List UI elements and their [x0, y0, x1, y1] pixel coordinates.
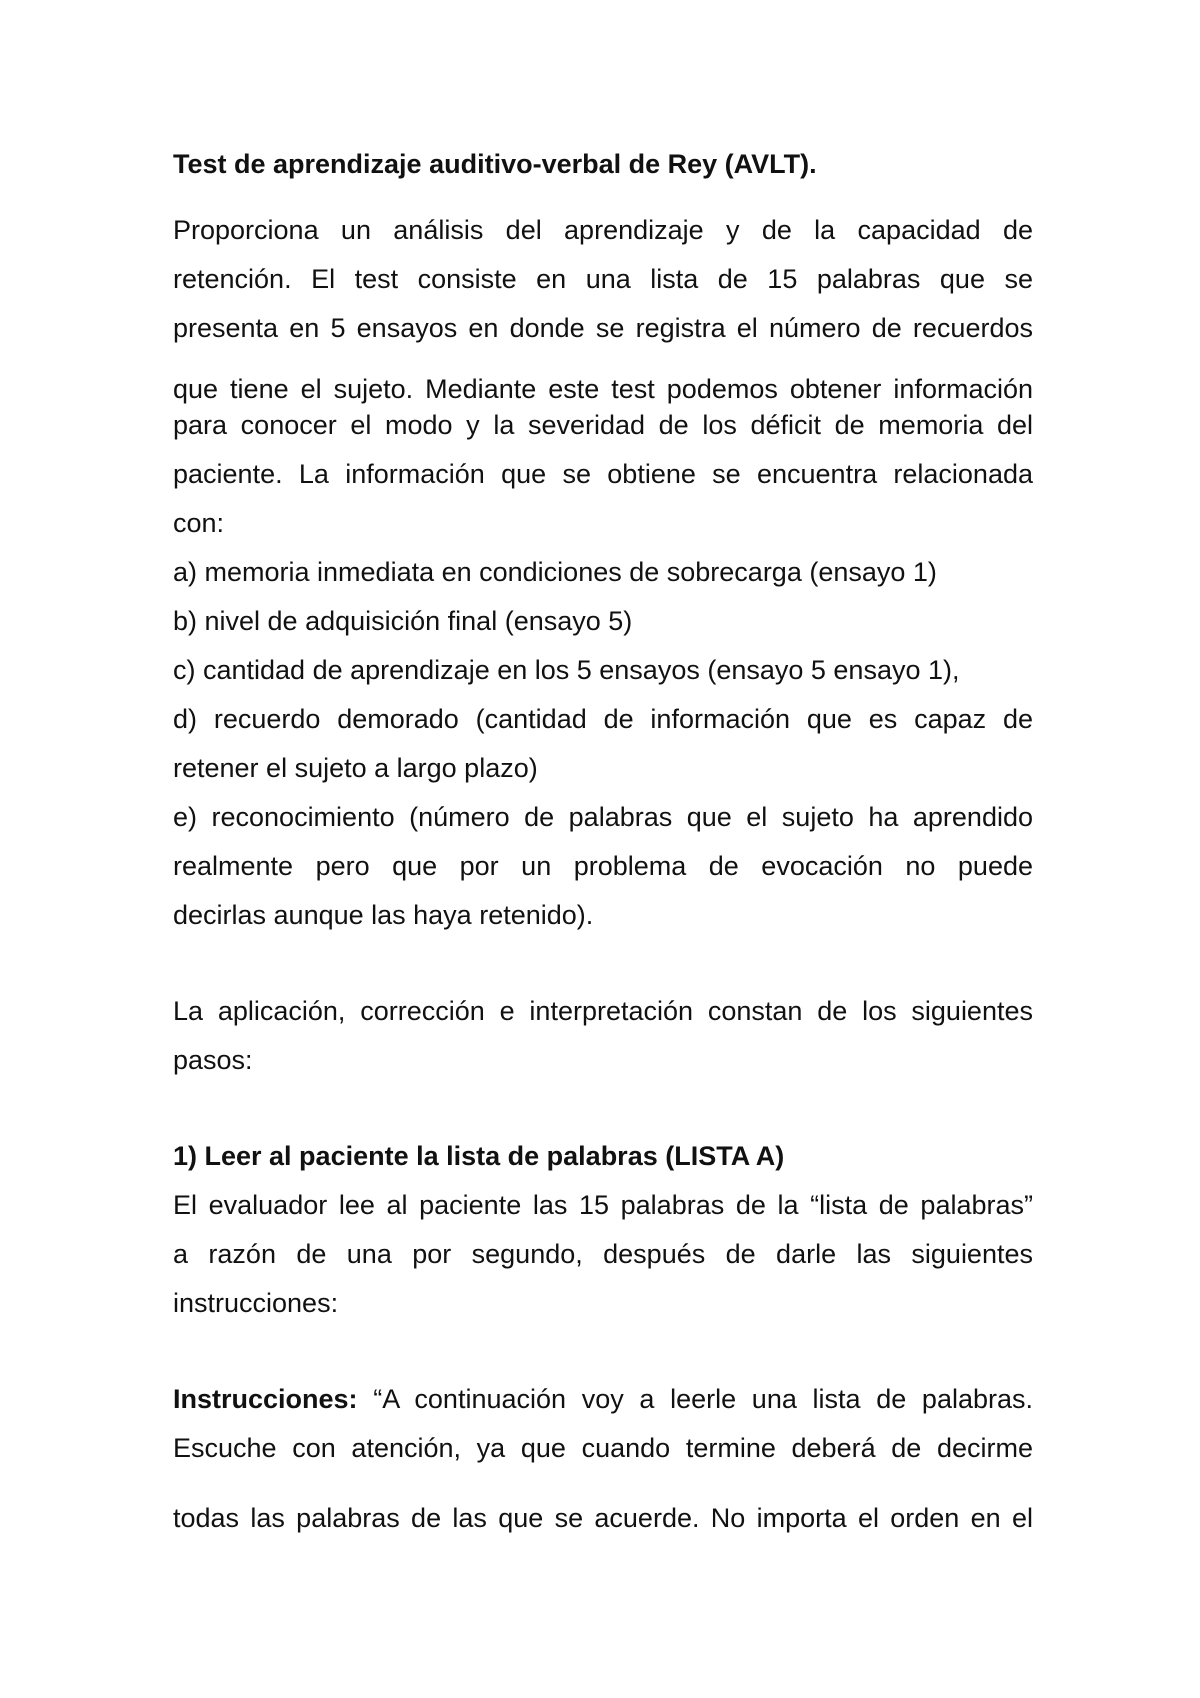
paragraph-line: Escuche con atención, ya que cuando termine deberá de decirme — [173, 1433, 1033, 1463]
paragraph-line: La aplicación, corrección e interpretación constan de los siguientes — [173, 996, 1033, 1026]
instructions-label: Instrucciones: — [173, 1384, 358, 1414]
list-item: decirlas aunque las haya retenido). — [173, 900, 594, 930]
list-item: realmente pero que por un problema de evocación no puede — [173, 851, 1033, 881]
paragraph-line: pasos: — [173, 1045, 253, 1075]
paragraph-line: Proporciona un análisis del aprendizaje y de la capacidad de — [173, 215, 1033, 245]
paragraph-line: con: — [173, 508, 225, 538]
document-title: Test de aprendizaje auditivo-verbal de Rey (AVLT). — [173, 149, 817, 179]
paragraph-line: presenta en 5 ensayos en donde se registra el número de recuerdos — [173, 313, 1033, 343]
list-item: e) reconocimiento (número de palabras que el sujeto ha aprendido — [173, 802, 1033, 832]
paragraph-line: todas las palabras de las que se acuerde. No importa el orden en el — [173, 1503, 1033, 1533]
paragraph-line: paciente. La información que se obtiene se encuentra relacionada — [173, 459, 1033, 489]
list-item: d) recuerdo demorado (cantidad de información que es capaz de — [173, 704, 1033, 734]
paragraph-line: instrucciones: — [173, 1288, 339, 1318]
paragraph-line: que tiene el sujeto. Mediante este test podemos obtener información — [173, 374, 1033, 404]
paragraph-line: para conocer el modo y la severidad de los déficit de memoria del — [173, 410, 1033, 440]
instructions-line — [173, 1383, 1033, 1415]
step-heading: 1) Leer al paciente la lista de palabras (LISTA A) — [173, 1141, 785, 1171]
paragraph-line: a razón de una por segundo, después de darle las siguientes — [173, 1239, 1033, 1269]
list-item: retener el sujeto a largo plazo) — [173, 753, 538, 783]
paragraph-line: El evaluador lee al paciente las 15 palabras de la “lista de palabras” — [173, 1190, 1033, 1220]
paragraph-line: retención. El test consiste en una lista de 15 palabras que se — [173, 264, 1033, 294]
list-item: b) nivel de adquisición final (ensayo 5) — [173, 606, 633, 636]
instructions-text: “A continuación voy a leerle una lista de palabras. — [357, 1384, 1033, 1414]
list-item: c) cantidad de aprendizaje en los 5 ensayos (ensayo 5 ensayo 1), — [173, 655, 960, 685]
list-item: a) memoria inmediata en condiciones de sobrecarga (ensayo 1) — [173, 557, 937, 587]
